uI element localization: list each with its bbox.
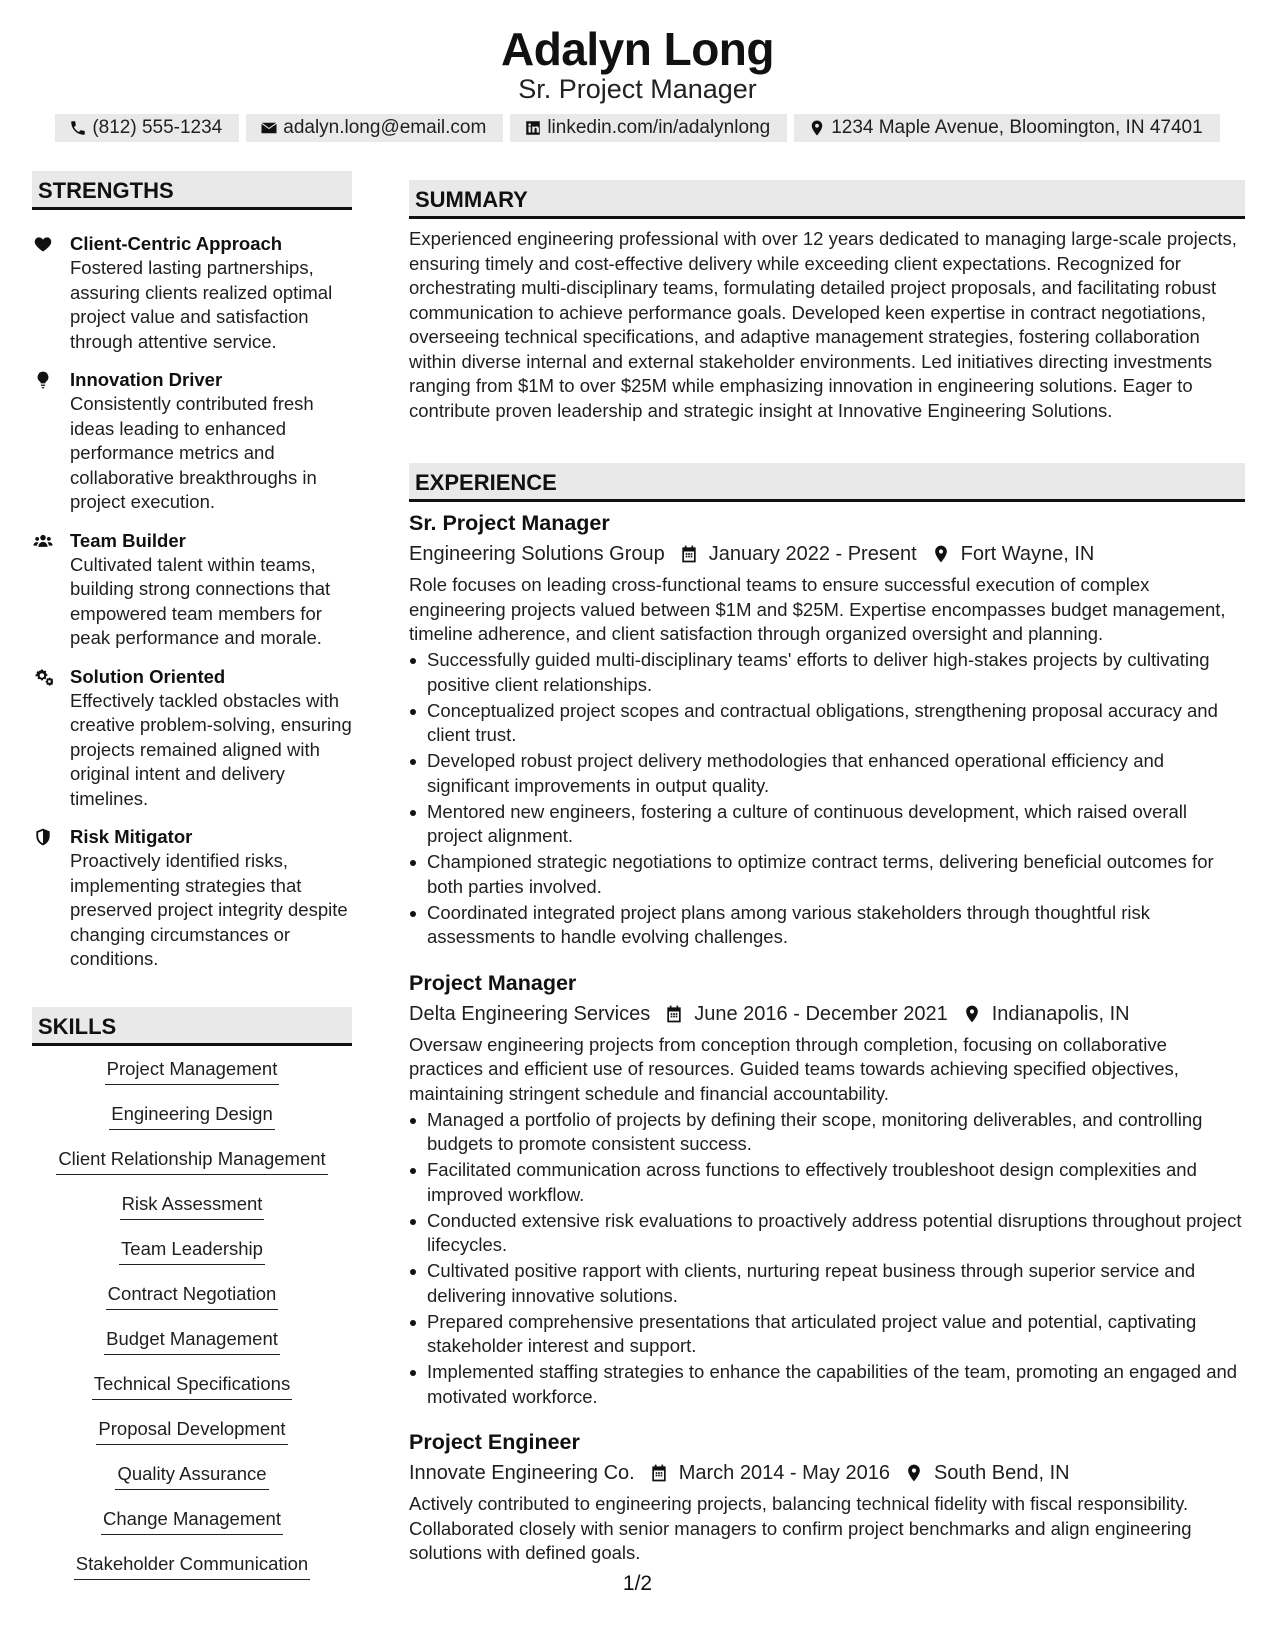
strength-desc: Consistently contributed fresh ideas leading to enhanced performance metrics and collaborative breakthroughs in project execution. [70,393,317,512]
job-dates: June 2016 - December 2021 [694,1002,948,1025]
contact-bar [0,114,1275,142]
bullet-item: Managed a portfolio of projects by defining their scope, monitoring deliverables, and controlling budgets to promote consistent success. [409,1108,1245,1157]
skills-heading: SKILLS [32,1007,352,1046]
lightbulb-icon [32,370,54,390]
strengths-heading: STRENGTHS [32,171,352,210]
strength-desc: Effectively tackled obstacles with creative problem-solving, ensuring projects remained aligned with original intent and delivery timelines. [70,689,352,809]
job-meta [409,538,1245,570]
bullet-item: Cultivated positive rapport with clients, nurturing repeat business through superior service and delivering innovative solutions. [409,1259,1245,1308]
bullet-item: Conceptualized project scopes and contractual obligations, strengthening proposal accuracy and client trust. [409,699,1245,748]
strength-title: Client-Centric Approach [70,233,283,254]
strength-desc: Proactively identified risks, implementing strategies that preserved project integrity despite changing circumstances or conditions. [70,850,348,969]
strength-item [32,367,352,515]
strength-desc: Cultivated talent within teams, building strong connections that empowered team members for peak performance and morale. [70,553,331,648]
bullet-item: Facilitated communication across functions to effectively troubleshoot design complexities and improved workflow. [409,1158,1245,1207]
job-desc: Role focuses on leading cross-functional teams to ensure successful execution of complex engineering projects valued between $1M and $25M. Expertise encompasses budget management, timeline adherence, and client satisfaction through organized oversight and planning. [409,574,1226,644]
candidate-name: Adalyn Long [500,23,775,75]
contact-address [794,114,1219,142]
summary-text: Experienced engineering professional with over 12 years dedicated to managing large-scale projects, ensuring timely and cost-effective delivery while exceeding client expectations. Recognized for orchestrating multi-disciplinary teams, formulating detailed project proposals, and facilitating robust communication to achieve performance goals. Developed keen expertise in contract negotiations, overseeing technical specifications, and adaptive management strategies, fostering collaboration within diverse internal and external stakeholder environments. Led initiatives directing investments ranging from $1M to over $25M while emphasizing innovation in engineering solutions. Eager to contribute proven leadership and strategic insight at Innovative Engineering Solutions. [409,228,1237,421]
bullet-item: Developed robust project delivery methodologies that enhanced operational efficiency and significant improvements in output quality. [409,749,1245,798]
strength-title: Risk Mitigator [70,826,193,847]
skill-item: Change Management [101,1507,283,1535]
job-location: Indianapolis, IN [991,1002,1130,1025]
bullet-item: Coordinated integrated project plans among various stakeholders through thoughtful risk assessments to handle evolving challenges. [409,901,1245,950]
summary-heading: SUMMARY [409,180,1245,219]
strengths-list [32,231,352,985]
calendar-icon [679,544,699,564]
experience-heading: EXPERIENCE [409,463,1245,502]
skill-item: Proposal Development [96,1417,287,1445]
calendar-icon [649,1463,669,1483]
job-bullets [409,1108,1245,1410]
location-pin-icon [931,544,951,564]
job-role: Project Engineer [409,1430,580,1454]
skill-item: Engineering Design [109,1102,274,1130]
location-pin-icon [904,1463,924,1483]
job-role: Project Manager [409,970,577,995]
skill-item: Budget Management [104,1327,280,1355]
contact-phone[interactable] [55,114,239,142]
skills-list [32,1057,352,1597]
linkedin-icon [524,119,542,137]
email-icon [260,119,278,137]
bullet-item: Conducted extensive risk evaluations to proactively address potential disruptions throughout project lifecycles. [409,1209,1245,1258]
bullet-item: Mentored new engineers, fostering a culture of continuous development, which raised overall project alignment. [409,800,1245,849]
page-number: 1/2 [622,1572,653,1595]
gears-icon [32,667,54,687]
strength-item [32,824,352,972]
linkedin-text: linkedin.com/in/adalynlong [547,117,771,138]
job-dates: January 2022 - Present [708,543,917,565]
candidate-title: Sr. Project Manager [518,74,757,104]
location-pin-icon [962,1004,982,1024]
job-desc: Actively contributed to engineering projects, balancing technical fidelity with fiscal responsibility. Collaborated closely with senior managers to confirm project benchmarks and align engineering solutions with defined goals. [409,1493,1192,1563]
job-dates: March 2014 - May 2016 [678,1462,890,1484]
bullet-item: Successfully guided multi-disciplinary teams' efforts to deliver high-stakes projects by cultivating positive client relationships. [409,648,1245,697]
shield-icon [32,827,54,847]
skill-item: Technical Specifications [92,1372,292,1400]
job-location: South Bend, IN [933,1462,1070,1484]
job-company: Engineering Solutions Group [409,543,665,565]
job-desc: Oversaw engineering projects from conception through completion, focusing on collaborative practices and efficient use of resources. Guided teams towards achieving specified objectives, maintaining stringent schedule and financial accountability. [409,1033,1179,1104]
skill-item: Risk Assessment [120,1192,265,1220]
experience-list [409,508,1245,1584]
strength-title: Solution Oriented [70,665,226,687]
location-pin-icon [808,119,826,137]
bullet-item: Implemented staffing strategies to enhance the capabilities of the team, promoting an engaged and motivated workforce. [409,1360,1245,1409]
strength-title: Innovation Driver [70,369,223,390]
users-icon [32,531,54,551]
skill-item: Contract Negotiation [106,1282,279,1310]
job-entry [409,508,1245,950]
skill-item: Stakeholder Communication [74,1552,310,1580]
heart-icon [32,234,54,254]
job-entry [409,1427,1245,1566]
job-entry [409,968,1245,1410]
bullet-item: Prepared comprehensive presentations that articulated project value and potential, captivating stakeholder interest and support. [409,1310,1245,1359]
strength-title: Team Builder [70,529,186,551]
job-role: Sr. Project Manager [409,511,610,535]
job-location: Fort Wayne, IN [960,543,1095,565]
strength-item [32,664,352,812]
strength-item [32,528,352,651]
bullet-item: Championed strategic negotiations to optimize contract terms, delivering beneficial outcomes for both parties involved. [409,850,1245,899]
calendar-icon [664,1004,684,1024]
skill-item: Team Leadership [119,1237,265,1265]
contact-email[interactable] [246,114,503,142]
phone-icon [69,119,87,137]
phone-text: (812) 555-1234 [92,117,223,138]
skill-item: Quality Assurance [115,1462,268,1490]
strength-item [32,231,352,354]
job-company: Delta Engineering Services [409,1002,651,1025]
job-company: Innovate Engineering Co. [409,1462,635,1484]
contact-linkedin[interactable] [510,114,787,142]
address-text: 1234 Maple Avenue, Bloomington, IN 47401 [831,117,1203,138]
job-meta [409,1457,1245,1489]
strength-desc: Fostered lasting partnerships, assuring clients realized optimal project value and satisfaction through attentive service. [70,257,333,352]
job-meta [409,998,1245,1030]
email-text: adalyn.long@email.com [283,117,487,138]
job-bullets [409,648,1245,950]
skill-item: Project Management [105,1057,280,1085]
skill-item: Client Relationship Management [56,1147,327,1175]
